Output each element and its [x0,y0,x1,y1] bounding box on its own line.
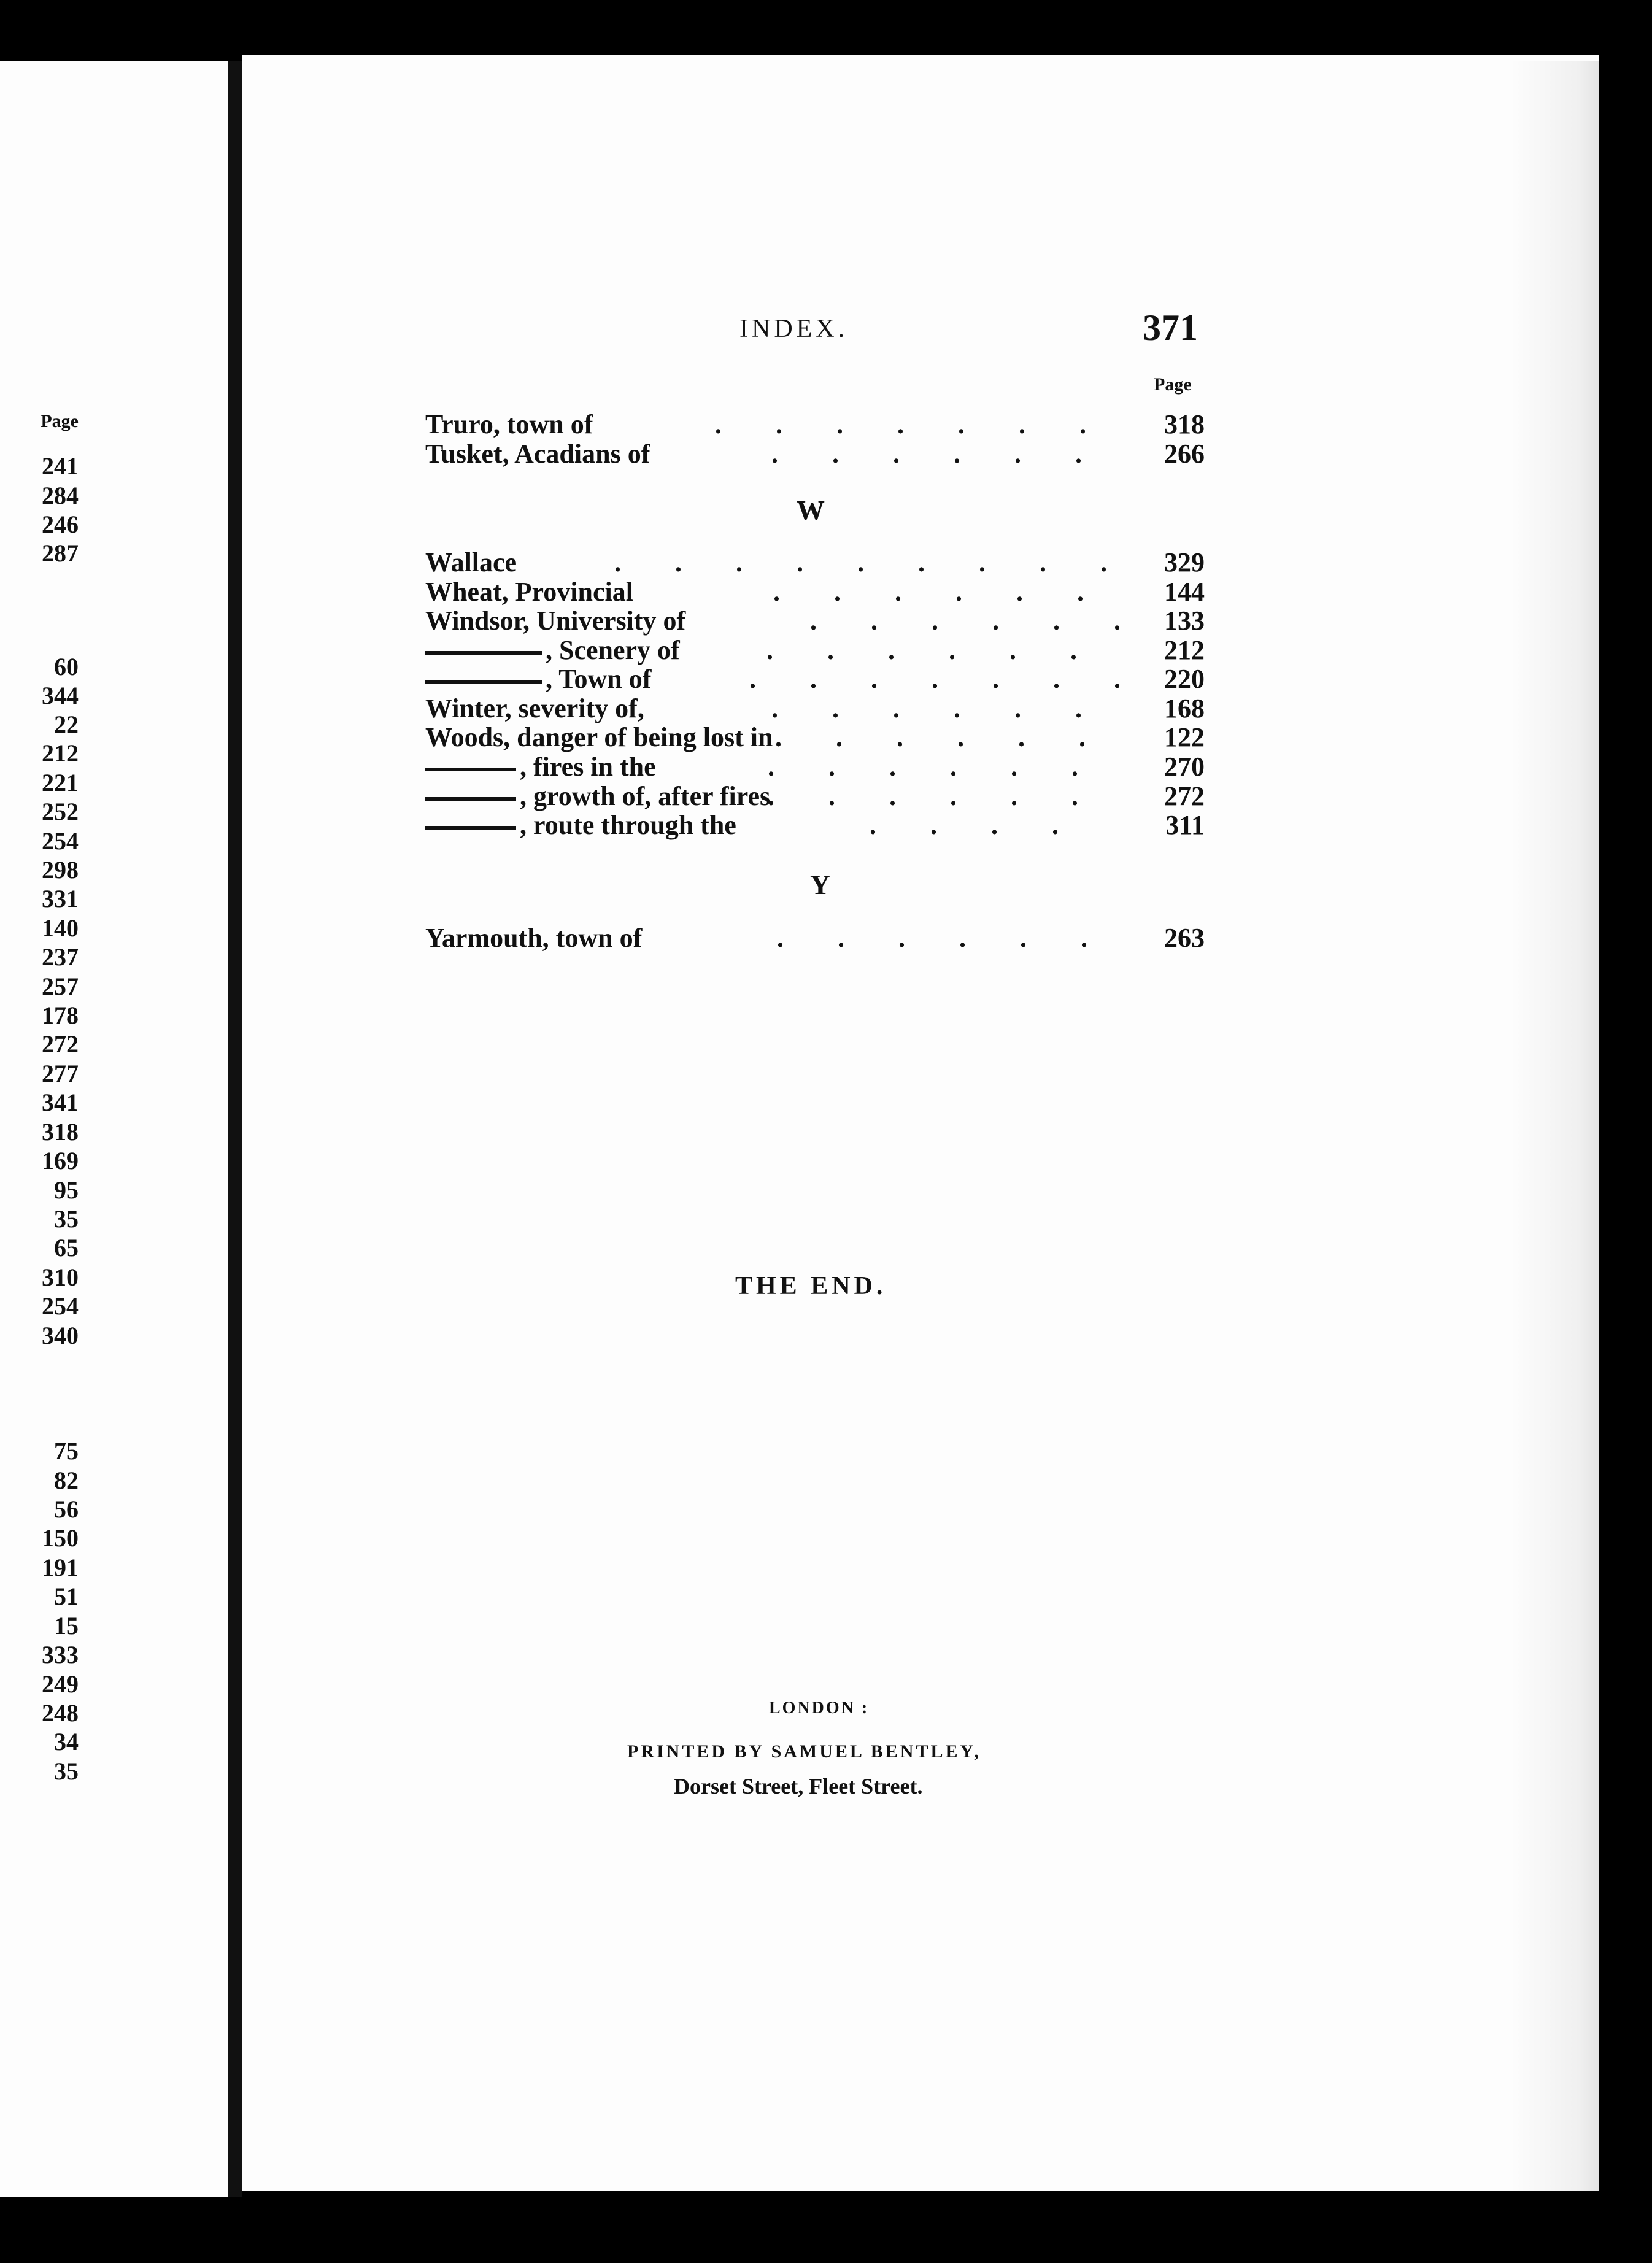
left-page-number: 82 [54,1467,79,1494]
dot-leader: . . . . . . [775,722,1086,752]
left-page-number: 140 [42,914,79,942]
left-page-number: 284 [42,482,79,509]
index-entry-page: 122 [1164,722,1205,752]
dot-leader: . . . . . . [777,923,1087,953]
index-entry-page: 329 [1164,547,1205,577]
right-page [242,55,1599,2191]
page-number: 371 [1143,307,1198,348]
left-page-number: 35 [54,1205,79,1233]
left-page-number: 252 [42,798,79,825]
index-entry [425,665,1205,694]
left-page-number: 277 [42,1060,79,1087]
left-page-number: 95 [54,1176,79,1204]
left-page [0,61,228,2197]
index-entry-text: , fires in the [520,752,656,782]
section-letter-y: Y [810,869,831,900]
imprint-city: LONDON : [769,1698,870,1717]
left-page-number: 344 [42,682,79,709]
left-page-number: 15 [54,1612,79,1640]
index-entry-text: , Scenery of [546,635,680,665]
ditto-dash [425,680,542,684]
the-end: THE END. [735,1272,887,1300]
index-entry-text: Tusket, Acadians of [425,439,650,469]
left-page-number: 257 [42,973,79,1000]
left-page-number: 237 [42,943,79,971]
left-page-number: 254 [42,827,79,855]
ditto-dash [425,768,516,771]
left-page-number: 272 [42,1030,79,1058]
dot-leader: . . . . [870,810,1059,840]
left-page-number: 310 [42,1263,79,1291]
index-entry [425,439,1205,469]
left-page-number: 246 [42,511,79,538]
ditto-dash [425,797,516,801]
left-page-number: 287 [42,539,79,567]
left-page-number: 340 [42,1322,79,1349]
index-entry [425,548,1205,577]
left-page-header: Page [41,411,79,431]
index-entry-page: 272 [1164,781,1205,811]
index-entry-text: , route through the [520,810,736,840]
page-column-label: Page [1154,374,1192,395]
index-entry-text: Truro, town of [425,409,593,439]
left-page-number: 191 [42,1554,79,1581]
index-entry [425,577,1205,607]
left-page-number: 150 [42,1524,79,1552]
dot-leader: . . . . . . [766,635,1077,665]
left-page-number: 65 [54,1234,79,1262]
index-entry-text: Yarmouth, town of [425,923,643,953]
page-edge-shadow [1510,61,1608,2191]
left-page-number: 212 [42,739,79,767]
dot-leader: . . . . . . . [715,409,1086,439]
left-page-number: 318 [42,1118,79,1146]
left-page-number: 331 [42,885,79,912]
left-page-number: 241 [42,452,79,480]
left-page-number: 254 [42,1292,79,1320]
imprint-printer: PRINTED BY SAMUEL BENTLEY, [627,1741,981,1762]
dot-leader: . . . . . . [771,693,1082,723]
section-letter-w: W [797,495,825,526]
index-entry-page: 168 [1164,693,1205,723]
ditto-dash [425,651,542,655]
left-page-number: 60 [54,653,79,680]
left-page-number: 75 [54,1437,79,1465]
running-head: INDEX. [739,315,849,343]
index-entry-page: 212 [1164,635,1205,665]
left-page-number: 169 [42,1147,79,1174]
index-entry [425,923,1205,953]
left-page-number: 248 [42,1699,79,1727]
dot-leader: . . . . . . [810,606,1121,636]
dot-leader: . . . . . . [768,781,1078,811]
index-entry-page: 270 [1164,752,1205,782]
index-entry-text: Winter, severity of, [425,693,644,723]
index-entry-page: 311 [1165,810,1205,840]
index-entry-text: Woods, danger of being lost in [425,722,773,752]
index-entry-text: Wheat, Provincial [425,577,633,607]
left-page-number: 341 [42,1089,79,1116]
dot-leader: . . . . . . [773,577,1084,607]
index-entry-page: 144 [1164,577,1205,607]
index-entry-text: Windsor, University of [425,606,686,636]
book-gutter [228,61,242,2197]
index-entry-text: , growth of, after fires [520,781,771,811]
index-entry [425,636,1205,665]
left-page-number: 333 [42,1641,79,1668]
left-page-number: 22 [54,711,79,738]
index-entry [425,811,1205,840]
index-entry [425,723,1205,752]
left-page-number: 249 [42,1670,79,1698]
dot-leader: . . . . . . . [749,664,1121,694]
index-entry [425,752,1205,782]
left-page-number: 35 [54,1757,79,1785]
index-entry-page: 220 [1164,664,1205,694]
index-entry-text: , Town of [546,664,652,694]
index-entry [425,410,1205,439]
left-page-number: 56 [54,1495,79,1523]
dot-leader: . . . . . . [768,752,1078,782]
left-page-number: 51 [54,1583,79,1610]
index-entry [425,606,1205,636]
imprint-address: Dorset Street, Fleet Street. [674,1774,923,1798]
index-entry-page: 318 [1164,409,1205,439]
left-page-number: 178 [42,1001,79,1029]
left-page-number: 298 [42,856,79,884]
ditto-dash [425,826,516,830]
left-page-number: 34 [54,1728,79,1756]
index-entry-page: 133 [1164,606,1205,636]
index-entry-text: Wallace [425,547,517,577]
index-entry-page: 266 [1164,439,1205,469]
left-page-number: 221 [42,769,79,796]
index-entry [425,694,1205,723]
index-entry-page: 263 [1164,923,1205,953]
dot-leader: . . . . . . . . . [614,547,1107,577]
dot-leader: . . . . . . [771,439,1082,469]
index-entry [425,782,1205,811]
